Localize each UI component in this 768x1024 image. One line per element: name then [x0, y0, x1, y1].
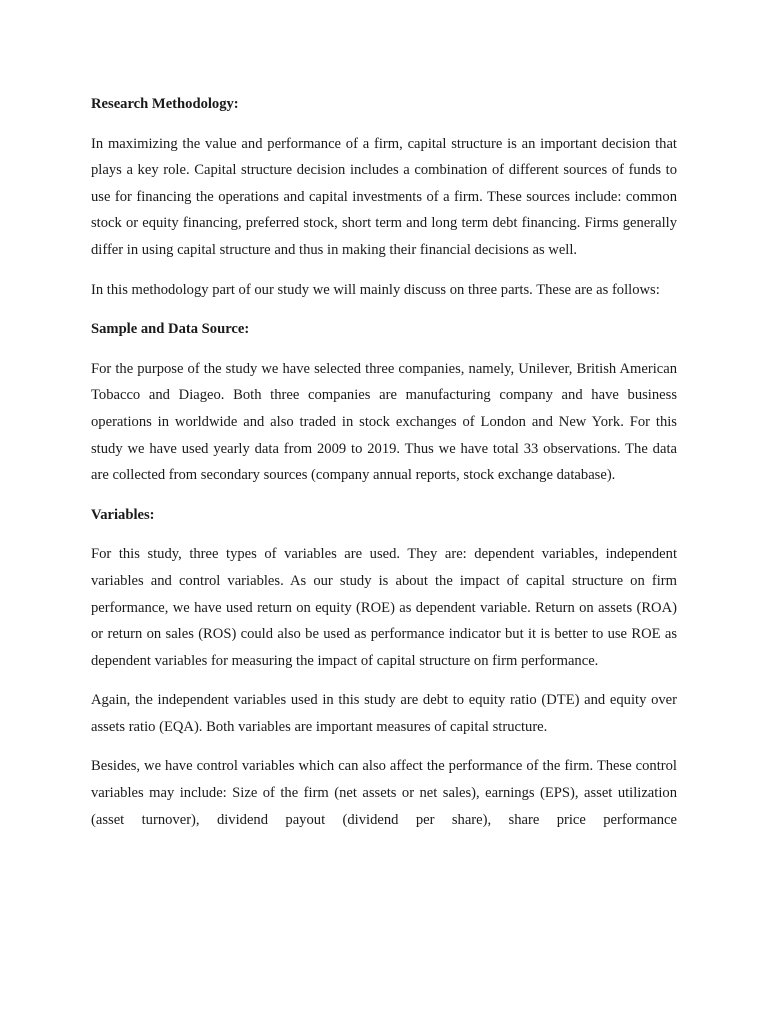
paragraph-capital-structure-intro: In maximizing the value and performance of a firm, capital structure is an important decision that plays a key role. Capital structure decision includes a combination of different sources of funds to use for financing the operations and capital investments of a firm. These sources include: common stock or equity financing, preferred stock, short term and long term debt financing. Firms generally differ in using capital structure and thus in making their financial decisions as well. — [91, 135, 677, 258]
paragraph-sample-companies: For the purpose of the study we have selected three companies, namely, Unilever, British American Tobacco and Diageo. Both three companies are manufacturing company and have business operations in worldwide and also traded in stock exchanges of London and New York. For this study we have used yearly data from 2009 to 2019. Thus we have total 33 observations. The data are collected from secondary sources (company annual reports, stock exchange database). — [91, 360, 677, 484]
document-body — [91, 91, 677, 846]
paragraph-methodology-parts: In this methodology part of our study we will mainly discuss on three parts. These are as follows: — [91, 281, 660, 298]
heading-sample-data-source: Sample and Data Source: — [91, 321, 250, 338]
heading-variables: Variables: — [91, 506, 155, 523]
heading-research-methodology: Research Methodology: — [91, 96, 239, 112]
paragraph-control-variables: Besides, we have control variables which can also affect the performance of the firm. These control variables may include: Size of the firm (net assets or net sales), earnings (EPS), asset utilization (asset turnover), dividend payout (dividend per share), share price performance — [91, 758, 677, 828]
paragraph-independent-variables: Again, the independent variables used in this study are debt to equity ratio (DTE) and equity over assets ratio (EQA). Both variables are important measures of capital structure. — [91, 692, 677, 735]
paragraph-variable-types: For this study, three types of variables are used. They are: dependent variables, independent variables and control variables. As our study is about the impact of capital structure on firm performance, we have used return on equity (ROE) as dependent variable. Return on assets (ROA) or return on sales (ROS) could also be used as performance indicator but it is better to use ROE as dependent variables for measuring the impact of capital structure on firm performance. — [91, 546, 677, 669]
